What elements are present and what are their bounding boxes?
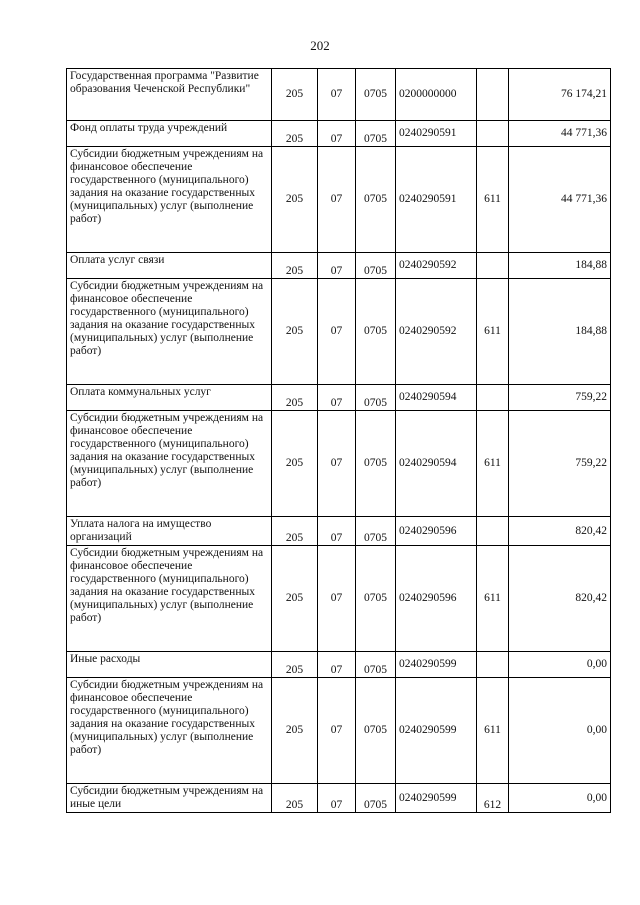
target-article-code: 0240290596 (396, 546, 477, 652)
target-article-code: 0240290599 (396, 678, 477, 784)
expense-type-code (477, 253, 509, 279)
amount: 184,88 (509, 253, 611, 279)
table-row (67, 385, 611, 411)
subsection-code: 0705 (356, 253, 396, 279)
amount: 184,88 (509, 279, 611, 385)
table-row (67, 678, 611, 784)
subsection-code: 0705 (356, 784, 396, 813)
expense-name: Субсидии бюджетным учреждениям на финансовое обеспечение государственного (муниципального) задания на оказание государственных (муниципальных) услуг (выполнение работ) (67, 411, 272, 517)
expense-type-code: 611 (477, 411, 509, 517)
admin-code: 205 (272, 385, 318, 411)
expense-type-code (477, 121, 509, 147)
subsection-code: 0705 (356, 517, 396, 546)
section-code: 07 (318, 121, 356, 147)
expense-name: Уплата налога на имущество организаций (67, 517, 272, 546)
expense-name: Иные расходы (67, 652, 272, 678)
admin-code: 205 (272, 147, 318, 253)
expense-type-code: 612 (477, 784, 509, 813)
amount: 0,00 (509, 678, 611, 784)
section-code: 07 (318, 784, 356, 813)
amount: 759,22 (509, 411, 611, 517)
target-article-code: 0240290591 (396, 147, 477, 253)
amount: 0,00 (509, 652, 611, 678)
target-article-code: 0240290591 (396, 121, 477, 147)
expense-type-code: 611 (477, 546, 509, 652)
admin-code: 205 (272, 411, 318, 517)
amount: 44 771,36 (509, 121, 611, 147)
expense-type-code (477, 517, 509, 546)
expense-type-code (477, 652, 509, 678)
amount: 820,42 (509, 546, 611, 652)
table-row (67, 279, 611, 385)
section-code: 07 (318, 147, 356, 253)
section-code: 07 (318, 411, 356, 517)
target-article-code: 0240290594 (396, 411, 477, 517)
table-row (67, 147, 611, 253)
expense-type-code (477, 385, 509, 411)
admin-code: 205 (272, 121, 318, 147)
target-article-code: 0240290599 (396, 652, 477, 678)
admin-code: 205 (272, 546, 318, 652)
target-article-code: 0240290592 (396, 253, 477, 279)
subsection-code: 0705 (356, 385, 396, 411)
table-row (67, 546, 611, 652)
expense-name: Субсидии бюджетным учреждениям на финансовое обеспечение государственного (муниципального) задания на оказание государственных (муниципальных) услуг (выполнение работ) (67, 279, 272, 385)
table-row (67, 69, 611, 121)
section-code: 07 (318, 652, 356, 678)
expense-name: Оплата услуг связи (67, 253, 272, 279)
table-row (67, 784, 611, 813)
section-code: 07 (318, 253, 356, 279)
section-code: 07 (318, 279, 356, 385)
section-code: 07 (318, 385, 356, 411)
expense-type-code (477, 69, 509, 121)
table-row (67, 652, 611, 678)
amount: 820,42 (509, 517, 611, 546)
table-row (67, 121, 611, 147)
page-number: 202 (310, 38, 330, 53)
section-code: 07 (318, 69, 356, 121)
table-row (67, 253, 611, 279)
subsection-code: 0705 (356, 147, 396, 253)
target-article-code: 0240290594 (396, 385, 477, 411)
expense-type-code: 611 (477, 279, 509, 385)
expense-type-code: 611 (477, 678, 509, 784)
section-code: 07 (318, 546, 356, 652)
subsection-code: 0705 (356, 652, 396, 678)
target-article-code: 0200000000 (396, 69, 477, 121)
admin-code: 205 (272, 678, 318, 784)
expense-name: Субсидии бюджетным учреждениям на финансовое обеспечение государственного (муниципального) задания на оказание государственных (муниципальных) услуг (выполнение работ) (67, 678, 272, 784)
expense-type-code: 611 (477, 147, 509, 253)
expense-name: Субсидии бюджетным учреждениям на финансовое обеспечение государственного (муниципального) задания на оказание государственных (муниципальных) услуг (выполнение работ) (67, 546, 272, 652)
expense-name: Субсидии бюджетным учреждениям на финансовое обеспечение государственного (муниципального) задания на оказание государственных (муниципальных) услуг (выполнение работ) (67, 147, 272, 253)
target-article-code: 0240290599 (396, 784, 477, 813)
expense-name: Государственная программа "Развитие образования Чеченской Республики" (67, 69, 272, 121)
admin-code: 205 (272, 253, 318, 279)
budget-table (66, 68, 611, 813)
table-row (67, 517, 611, 546)
subsection-code: 0705 (356, 678, 396, 784)
admin-code: 205 (272, 784, 318, 813)
expense-name: Субсидии бюджетным учреждениям на иные цели (67, 784, 272, 813)
admin-code: 205 (272, 517, 318, 546)
subsection-code: 0705 (356, 279, 396, 385)
section-code: 07 (318, 678, 356, 784)
amount: 76 174,21 (509, 69, 611, 121)
amount: 44 771,36 (509, 147, 611, 253)
table-row (67, 411, 611, 517)
subsection-code: 0705 (356, 411, 396, 517)
section-code: 07 (318, 517, 356, 546)
amount: 0,00 (509, 784, 611, 813)
subsection-code: 0705 (356, 69, 396, 121)
target-article-code: 0240290592 (396, 279, 477, 385)
expense-name: Оплата коммунальных услуг (67, 385, 272, 411)
subsection-code: 0705 (356, 546, 396, 652)
target-article-code: 0240290596 (396, 517, 477, 546)
admin-code: 205 (272, 69, 318, 121)
amount: 759,22 (509, 385, 611, 411)
admin-code: 205 (272, 279, 318, 385)
subsection-code: 0705 (356, 121, 396, 147)
expense-name: Фонд оплаты труда учреждений (67, 121, 272, 147)
admin-code: 205 (272, 652, 318, 678)
